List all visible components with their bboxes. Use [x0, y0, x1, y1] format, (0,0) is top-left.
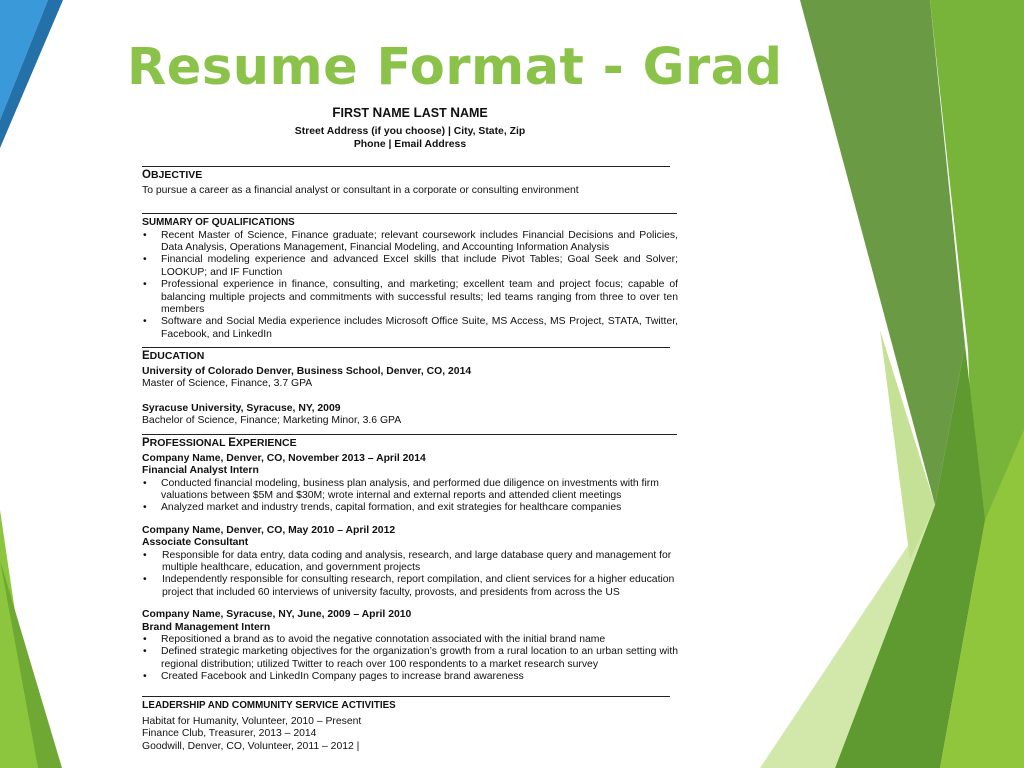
job-bullets — [142, 550, 678, 600]
summary-list — [142, 230, 678, 342]
education-school: Syracuse University, Syracuse, NY, 2009 — [142, 402, 341, 414]
address-line: Street Address (if you choose) | City, State, Zip — [294, 126, 526, 138]
resume-contact — [142, 125, 678, 151]
education-degree: Master of Science, Finance, 3.7 GPA — [142, 378, 313, 390]
education-degree: Bachelor of Science, Finance; Marketing Minor, 3.6 GPA — [142, 414, 402, 426]
resume-document — [142, 104, 678, 753]
list-item: • Responsible for data entry, data coding and analysis, research, and large database query and management for multiple healthcare, education, and government projects — [142, 550, 678, 575]
education-heading: EDUCATION — [142, 350, 205, 363]
job-role: Financial Analyst Intern — [142, 465, 259, 477]
list-item: • Independently responsible for consulting research, report compilation, and client services for a higher education project that included 60 interviews of university faculty, provosts, and presidents from across the US — [142, 574, 678, 599]
job-bullets — [142, 634, 678, 684]
job-bullets — [142, 478, 678, 515]
objective-text: To pursue a career as a financial analyst or consultant in a corporate or consulting environment — [142, 184, 579, 196]
list-item: • Conducted financial modeling, business plan analysis, and performed due diligence on investments with firm valuations between $5M and $30M; wrote internal and external reports and attended client meetings — [142, 478, 678, 503]
list-item: • Repositioned a brand as to avoid the negative connotation associated with the initial brand name — [142, 634, 678, 646]
leadership-item: Finance Club, Treasurer, 2013 – 2014 — [142, 728, 317, 740]
job-role: Associate Consultant — [142, 537, 249, 549]
job-company: Company Name, Denver, CO, May 2010 – April 2012 — [142, 524, 396, 536]
phone-line: Phone | Email Address — [353, 139, 467, 151]
experience-heading: PROFESSIONAL EXPERIENCE — [142, 437, 297, 450]
list-item: • Recent Master of Science, Finance graduate; relevant coursework includes Financial Decisions and Policies, Data Analysis, Operations Management, Financial Modeling, and Accounting Information Analysis — [142, 230, 678, 255]
list-item: • Defined strategic marketing objectives for the organization’s growth from a rural location to an urban setting with regional distribution; utilized Twitter to reach over 100 respondents to a market research survey — [142, 646, 678, 671]
summary-heading: SUMMARY OF QUALIFICATIONS — [142, 216, 295, 229]
list-item: • Created Facebook and LinkedIn Company pages to increase brand awareness — [142, 671, 678, 683]
education-school: University of Colorado Denver, Business School, Denver, CO, 2014 — [142, 365, 472, 377]
job-company: Company Name, Syracuse, NY, June, 2009 – April 2010 — [142, 609, 412, 621]
slide-title: Resume Format - Grad — [127, 38, 783, 97]
objective-heading: OBJECTIVE — [142, 169, 203, 182]
list-item: • Software and Social Media experience includes Microsoft Office Suite, MS Access, MS Project, STATA, Twitter, Facebook, and LinkedIn — [142, 316, 678, 341]
list-item: • Professional experience in finance, consulting, and marketing; excellent team and project focus; capable of balancing multiple projects and commitments with successful results; led teams ranging from three to over ten members — [142, 279, 678, 316]
leadership-heading: LEADERSHIP AND COMMUNITY SERVICE ACTIVITIES — [142, 698, 396, 711]
leadership-item: Habitat for Humanity, Volunteer, 2010 – Present — [142, 716, 362, 728]
job-company: Company Name, Denver, CO, November 2013 – April 2014 — [142, 452, 426, 464]
list-item: • Analyzed market and industry trends, capital formation, and exit strategies for healthcare companies — [142, 502, 678, 514]
resume-name: FIRST NAME LAST NAME — [332, 105, 488, 120]
leadership-item: Goodwill, Denver, CO, Volunteer, 2011 – 2012 | — [142, 740, 360, 752]
list-item: • Financial modeling experience and advanced Excel skills that include Pivot Tables; Goal Seek and Solver; LOOKUP; and IF Function — [142, 254, 678, 279]
job-role: Brand Management Intern — [142, 621, 271, 633]
